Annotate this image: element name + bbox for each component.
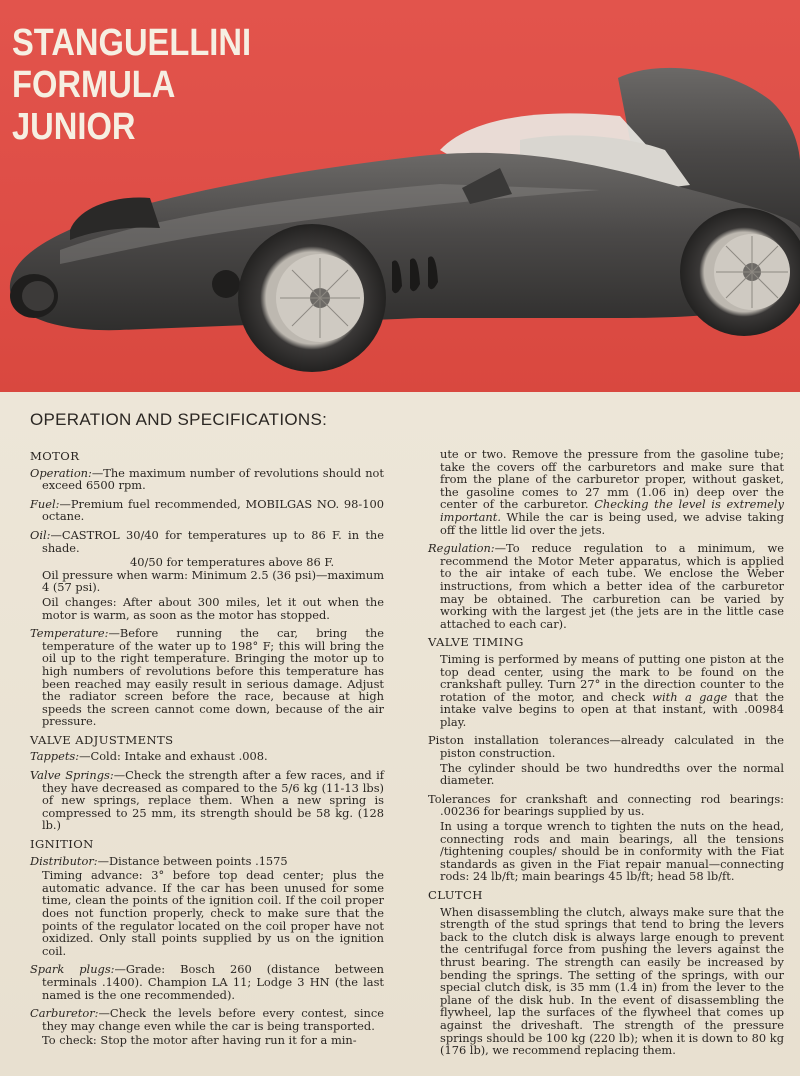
title-line-3: JUNIOR [12, 106, 136, 148]
distributor-label: Distributor: [30, 853, 98, 868]
fuel-paragraph [30, 498, 384, 523]
carburetor-cont-b: While the car is being used, we advise taking off the little lid over the jets. [440, 509, 784, 537]
spec-content [0, 392, 800, 1076]
bearing-tolerances: Tolerances for crankshaft and connecting rod bearings: .00236 for bearings supplied by us. [428, 791, 784, 819]
carburetor-label: Carburetor: [30, 1006, 99, 1021]
timing-advance: Timing advance: 3° before top dead center; plus the automatic advance. If the car has been unused for some time, clean the points of the ignition coil. If the coil proper does not function properly, check to make sure that the points of the regulator located on the coil proper have not oxidized. Only stall points supplied by us on the ignition coil. [42, 868, 384, 958]
title-line-2: FORMULA [12, 64, 176, 106]
temperature-paragraph [30, 627, 384, 728]
fuel-text: —Premium fuel recommended, MOBILGAS NO. 98-100 octane. [42, 496, 384, 524]
temperature-text: —Before running the car, bring the temperature of the water up to 198° F; this will bring the oil up to the right temperature. Bringing the motor up to high numbers of revolutions before this temperature has been reached may easily result in serious damage. Adjust the radiator screen before the race, because at high speeds the screen cannot come down, because of the air pressure. [42, 626, 384, 729]
oil-line-2: 40/50 for temperatures above 86 F. [130, 555, 335, 570]
oil-pressure: Oil pressure when warm: Minimum 2.5 (36 psi)—maximum 4 (57 psi). [42, 567, 384, 595]
spark-plugs-paragraph [30, 963, 384, 1001]
regulation-label: Regulation: [428, 541, 495, 556]
distributor-paragraph [30, 855, 384, 868]
clutch-title: CLUTCH [428, 888, 483, 902]
oil-text: —CASTROL 30/40 for temperatures up to 86 F. in the shade. [42, 527, 384, 555]
valve-timing-emphasis: with a gage [652, 689, 728, 704]
carburetor-text: —Check the levels before every contest, since they may change even while the car is being transported. [42, 1006, 384, 1033]
torque-note: In using a torque wrench to tighten the nuts on the head, connecting rods and main bearings, all the tensions /tightening couples/ should be in conformity with the Fiat standards as given in the Fiat repair manual—connecting rods: 24 lb/ft; main bearings 45 lb/ft; head 58 lb/ft. [440, 819, 784, 884]
temperature-label: Temperature: [30, 626, 109, 641]
regulation-paragraph [428, 542, 784, 630]
race-car-photo [0, 0, 800, 392]
carburetor-paragraph [30, 1007, 384, 1032]
regulation-text: —To reduce regulation to a minimum, we recommend the Motor Meter apparatus, which is applied to the air intake of each tube. We enclose the Weber instructions, from which a better idea of the carburetor may be obtained. The carburetion can be varied by working with the largest jet (the jets are in the little case attached to each car). [440, 541, 784, 631]
oil-changes: Oil changes: After about 300 miles, let it out when the motor is warm, as soon as the motor has stopped. [42, 594, 384, 622]
tappets-label: Tappets: [30, 749, 80, 764]
valve-timing-text [428, 653, 784, 729]
tappets-paragraph [30, 750, 384, 763]
motor-section-title: MOTOR [30, 449, 80, 463]
piston-tolerances: Piston installation tolerances—already calculated in the piston construction. [428, 733, 784, 761]
distributor-text: —Distance between points .1575 [97, 853, 288, 868]
valve-springs-paragraph [30, 769, 384, 832]
cylinder-note: The cylinder should be two hundredths over the normal diameter. [440, 760, 784, 788]
ignition-title: IGNITION [30, 837, 94, 852]
section-heading: OPERATION AND SPECIFICATIONS: [30, 410, 328, 429]
valve-timing-title: VALVE TIMING [428, 635, 524, 650]
valve-springs-label: Valve Springs: [30, 768, 114, 783]
left-column [30, 444, 384, 1053]
oil-paragraph [30, 529, 384, 554]
carburetor-cont-emphasis: Checking the level is extremely important. [440, 497, 784, 524]
operation-paragraph [30, 467, 384, 492]
operation-label: Operation: [30, 465, 92, 480]
hero-banner [0, 0, 800, 392]
right-column [428, 448, 784, 1063]
title-line-1: STANGUELLINI [12, 22, 252, 64]
carburetor-cont-a: ute or two. Remove the pressure from the gasoline tube; take the covers off the carburetors and make sure that from the plane of the carburetor proper, without gasket, the gasoline comes to 27 mm (1.06 in) deep over the center of the carburetor. [440, 447, 784, 512]
carburetor-check: To check: Stop the motor after having run it for a min- [42, 1033, 357, 1048]
valve-timing-b: that the intake valve begins to open at that instant, with .00984 play. [440, 689, 784, 729]
valve-timing-a: Timing is performed by means of putting one piston at the top dead center, using the mark to be found on the crankshaft pulley. Turn 27° in the direction counter to the rotation of the motor, and check [440, 651, 784, 704]
carburetor-continued [428, 448, 784, 536]
spark-plugs-text: —Grade: Bosch 260 (distance between terminals .1400). Champion LA 11; Lodge 3 HN (the last named is the one recommended). [42, 962, 384, 1002]
tappets-text: —Cold: Intake and exhaust .008. [79, 749, 268, 764]
spark-plugs-label: Spark plugs: [30, 962, 115, 977]
oil-label: Oil: [30, 527, 51, 542]
valve-adjustments-title: VALVE ADJUSTMENTS [30, 732, 174, 747]
valve-springs-text: —Check the strength after a few races, and if they have decreased as compared to the 5/6 kg (11-13 lbs) of new springs, replace them. When a new spring is compressed to 25 mm, its strength should be 58 kg. (128 lb.) [42, 768, 385, 833]
fuel-label: Fuel: [30, 496, 60, 511]
operation-text: —The maximum number of revolutions should not exceed 6500 rpm. [42, 465, 384, 493]
clutch-text: When disassembling the clutch, always make sure that the strength of the stud springs that tend to bring the levers back to the clutch disk is always large enough to prevent the centrifugal force from pushing the levers against the thrust bearing. The strength can easily be increased by bending the springs. The setting of the springs, with our special clutch disk, is 35 mm (1.4 in) from the lever to the plane of the disk hub. In the event of disassembling the flywheel, lap the surfaces of the flywheel that comes up against the driveshaft. The strength of the pressure springs should be 100 kg (220 lb); when it is down to 80 kg (176 lb), we recommend replacing them. [440, 904, 784, 1058]
